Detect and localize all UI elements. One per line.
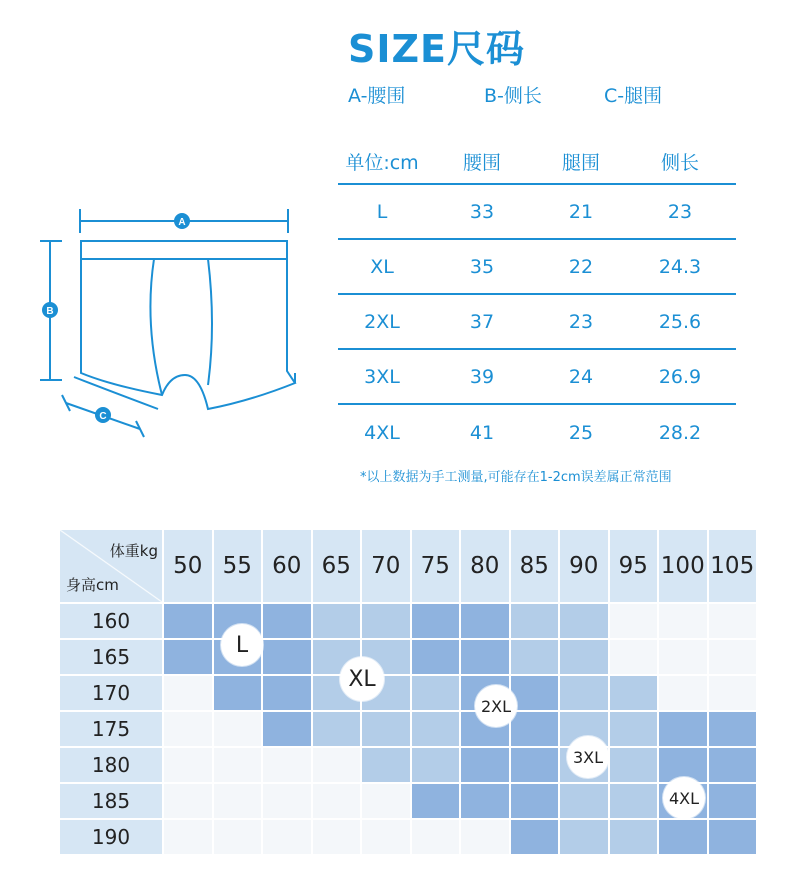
waist-cell: 37 [469, 310, 495, 333]
height-header: 165 [60, 640, 162, 674]
grid-cell [709, 820, 757, 854]
grid-cell [412, 640, 460, 674]
grid-cell [263, 640, 311, 674]
grid-cell [362, 784, 410, 818]
grid-cell [164, 748, 212, 782]
table-row [338, 185, 736, 240]
grid-cell [461, 784, 509, 818]
grid-cell [263, 748, 311, 782]
label-a-icon [174, 213, 190, 229]
height-header: 185 [60, 784, 162, 818]
waist-cell: 35 [469, 255, 495, 278]
briefs-measurement-diagram [30, 195, 310, 455]
leg-cell: 21 [568, 200, 594, 223]
waist-cell: 33 [469, 200, 495, 223]
grid-cell [560, 784, 608, 818]
label-b-icon [42, 302, 58, 318]
header-side-length: 侧长 [660, 152, 699, 174]
grid-cell [164, 820, 212, 854]
grid-cell [214, 676, 262, 710]
grid-cell [214, 784, 262, 818]
weight-header: 105 [709, 530, 757, 602]
grid-cell [610, 640, 658, 674]
grid-cell [214, 712, 262, 746]
side-length-cell: 24.3 [658, 255, 702, 278]
grid-cell [511, 712, 559, 746]
grid-cell [263, 604, 311, 638]
leg-cell: 24 [568, 365, 594, 388]
measurement-note: *以上数据为手工测量,可能存在1-2cm误差属正常范围 [360, 470, 672, 485]
grid-cell [659, 820, 707, 854]
header-leg: 腿围 [561, 152, 600, 174]
legend-b: B-侧长 [484, 85, 542, 107]
weight-header: 85 [511, 530, 559, 602]
grid-cell [263, 712, 311, 746]
grid-cell [263, 676, 311, 710]
grid-cell [313, 748, 361, 782]
leg-cell: 25 [568, 421, 594, 444]
size-badge-4xl: 4XL [663, 777, 705, 819]
size-cell: 3XL [364, 365, 400, 388]
grid-cell [511, 604, 559, 638]
grid-cell [362, 604, 410, 638]
grid-cell [412, 748, 460, 782]
size-cell: 2XL [364, 310, 400, 333]
grid-cell [214, 820, 262, 854]
weight-header: 70 [362, 530, 410, 602]
grid-cell [709, 604, 757, 638]
grid-cell [313, 784, 361, 818]
page-title: SIZE尺码 [348, 27, 526, 71]
size-table [338, 140, 736, 460]
side-length-cell: 23 [667, 200, 693, 223]
weight-header: 90 [560, 530, 608, 602]
grid-cell [560, 640, 608, 674]
side-length-cell: 28.2 [658, 421, 702, 444]
svg-text:B: B [46, 306, 54, 317]
weight-header: 95 [610, 530, 658, 602]
side-length-cell: 26.9 [658, 365, 702, 388]
leg-cell: 22 [568, 255, 594, 278]
grid-cell [412, 604, 460, 638]
table-row [338, 240, 736, 295]
legend-a: A-腰围 [348, 85, 406, 107]
size-table-header [338, 140, 736, 185]
grid-cell [610, 748, 658, 782]
grid-cell [164, 640, 212, 674]
grid-cell [659, 712, 707, 746]
grid-cell [362, 748, 410, 782]
grid-cell [164, 676, 212, 710]
grid-cell [263, 784, 311, 818]
grid-cell [659, 604, 707, 638]
grid-cell [560, 604, 608, 638]
header-waist: 腰围 [462, 152, 501, 174]
grid-cell [412, 820, 460, 854]
height-header: 160 [60, 604, 162, 638]
weight-header: 60 [263, 530, 311, 602]
grid-cell [709, 676, 757, 710]
grid-cell [659, 640, 707, 674]
grid-cell [412, 784, 460, 818]
grid-cell [511, 784, 559, 818]
label-c-icon [95, 407, 111, 423]
waist-cell: 41 [469, 421, 495, 444]
grid-cell [610, 676, 658, 710]
grid-cell [164, 784, 212, 818]
grid-cell [610, 784, 658, 818]
grid-cell [511, 676, 559, 710]
grid-cell [362, 712, 410, 746]
grid-cell [709, 748, 757, 782]
weight-header: 100 [659, 530, 707, 602]
weight-header: 65 [313, 530, 361, 602]
table-row [338, 295, 736, 350]
side-length-cell: 25.6 [658, 310, 702, 333]
grid-cell [313, 604, 361, 638]
grid-cell [560, 820, 608, 854]
waist-cell: 39 [469, 365, 495, 388]
grid-cell [263, 820, 311, 854]
weight-header: 50 [164, 530, 212, 602]
weight-header: 55 [214, 530, 262, 602]
weight-header: 75 [412, 530, 460, 602]
grid-cell [461, 640, 509, 674]
grid-cell [461, 820, 509, 854]
grid-cell [511, 820, 559, 854]
grid-cell [511, 748, 559, 782]
grid-cell [164, 712, 212, 746]
weight-header: 80 [461, 530, 509, 602]
grid-cell [610, 604, 658, 638]
grid-cell [709, 712, 757, 746]
grid-cell [214, 748, 262, 782]
weight-axis-label: 体重kg [109, 542, 158, 560]
table-row [338, 350, 736, 405]
grid-cell [164, 604, 212, 638]
size-badge-xl: XL [340, 657, 384, 701]
grid-cell [412, 676, 460, 710]
grid-cell [511, 640, 559, 674]
legend-c: C-腿围 [604, 85, 663, 107]
size-badge-3xl: 3XL [567, 736, 609, 778]
height-header: 190 [60, 820, 162, 854]
size-badge-2xl: 2XL [475, 685, 517, 727]
height-header: 175 [60, 712, 162, 746]
svg-text:A: A [178, 217, 186, 228]
grid-cell [659, 676, 707, 710]
size-badge-l: L [221, 624, 263, 666]
grid-cell [461, 604, 509, 638]
size-cell: 4XL [364, 421, 400, 444]
size-cell: XL [370, 255, 394, 278]
leg-cell: 23 [568, 310, 594, 333]
size-recommendation-chart [60, 530, 756, 854]
svg-text:C: C [99, 411, 107, 422]
size-cell: L [376, 200, 388, 223]
grid-cell [560, 676, 608, 710]
grid-cell [313, 820, 361, 854]
height-header: 180 [60, 748, 162, 782]
grid-cell [610, 820, 658, 854]
grid-cell [412, 712, 460, 746]
height-axis-label: 身高cm [66, 576, 119, 594]
grid-cell [313, 712, 361, 746]
grid-cell [610, 712, 658, 746]
grid-cell [461, 748, 509, 782]
grid-cell [362, 820, 410, 854]
table-row [338, 405, 736, 460]
grid-cell [709, 640, 757, 674]
header-unit: 单位:cm [345, 152, 419, 174]
grid-corner-header [60, 530, 162, 602]
grid-cell [709, 784, 757, 818]
height-header: 170 [60, 676, 162, 710]
